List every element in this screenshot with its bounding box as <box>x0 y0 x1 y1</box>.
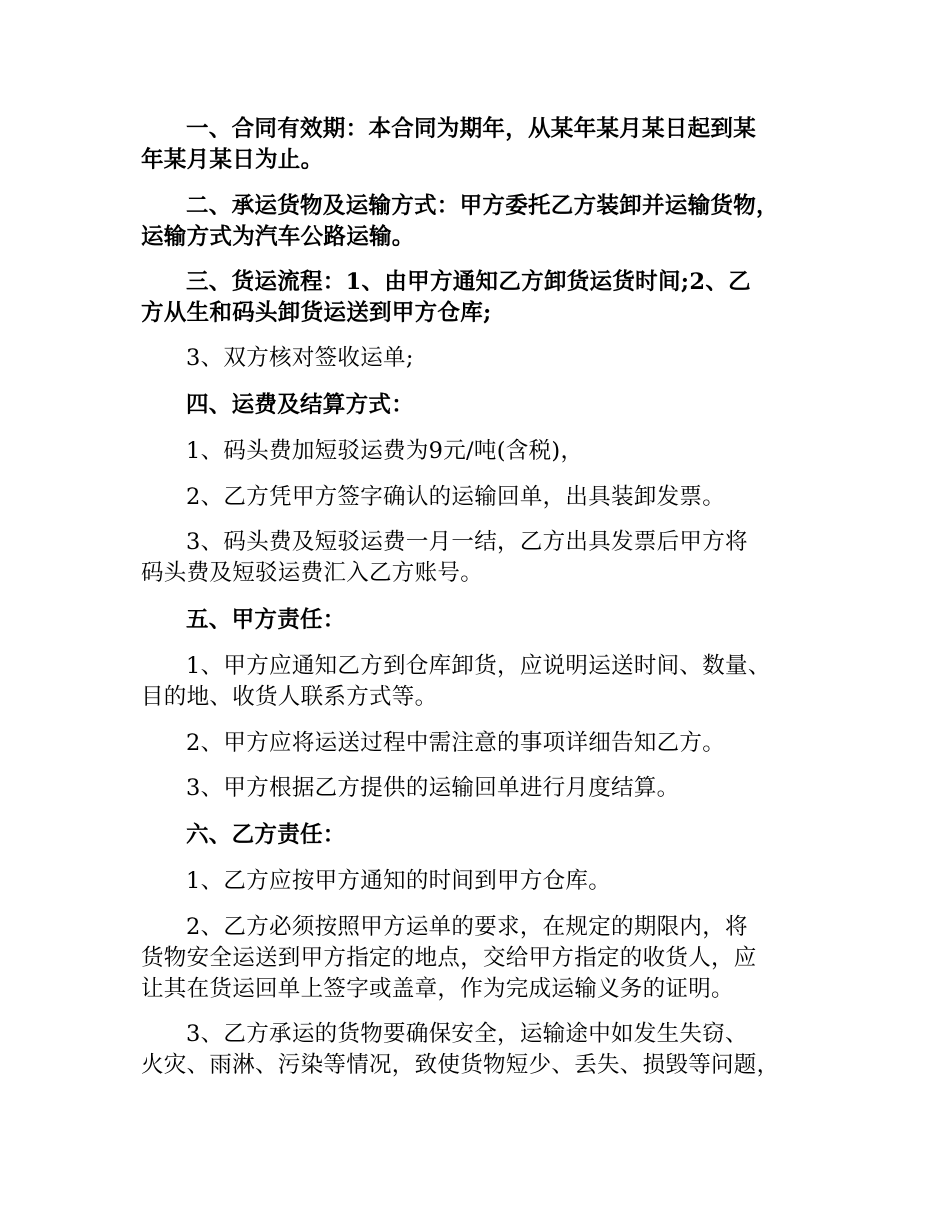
party-b-duty-3 <box>141 1019 821 1081</box>
text-line: 四、运费及结算方式： <box>186 392 415 418</box>
heading-party-b-duties <box>141 820 821 851</box>
text-line: 二、承运货物及运输方式：甲方委托乙方装卸并运输货物， <box>186 193 779 219</box>
text-line: 2、乙方凭甲方签字确认的运输回单，出具装卸发票。 <box>186 484 726 510</box>
text-line: 火灾、雨淋、污染等情况，致使货物短少、丢失、损毁等问题， <box>141 1052 780 1078</box>
heading-fees-settlement <box>141 390 821 421</box>
text-line: 六、乙方责任： <box>186 822 346 848</box>
party-a-duty-1 <box>141 651 821 713</box>
text-line: 3、甲方根据乙方提供的运输回单进行月度结算。 <box>186 775 680 801</box>
text-line: 3、双方核对签收运单; <box>186 345 414 371</box>
text-line: 1、甲方应通知乙方到仓库卸货，应说明运送时间、数量、 <box>186 653 771 679</box>
clause-contract-term <box>141 114 821 176</box>
text-line: 1、码头费加短驳运费为9元/吨(含税)， <box>186 438 584 464</box>
text-line: 年某月某日为止。 <box>141 147 324 173</box>
party-b-duty-2 <box>141 912 821 1005</box>
text-line: 2、乙方必须按照甲方运单的要求，在规定的期限内，将 <box>186 914 748 940</box>
fee-item-3 <box>141 527 821 589</box>
text-line: 一、合同有效期：本合同为期年，从某年某月某日起到某 <box>186 116 757 142</box>
text-line: 方从生和码头卸货运送到甲方仓库; <box>141 300 492 326</box>
fee-item-2 <box>141 482 821 513</box>
party-a-duty-2 <box>141 728 821 759</box>
text-line: 目的地、收货人联系方式等。 <box>141 684 438 710</box>
text-line: 3、码头费及短驳运费一月一结，乙方出具发票后甲方将 <box>186 529 748 555</box>
fee-item-1 <box>141 436 821 467</box>
text-line: 五、甲方责任： <box>186 607 346 633</box>
party-b-duty-1 <box>141 866 821 897</box>
text-line: 3、乙方承运的货物要确保安全，运输途中如发生失窃、 <box>186 1021 748 1047</box>
clause-freight-process <box>141 267 821 329</box>
text-line: 让其在货运回单上签字或盖章，作为完成运输义务的证明。 <box>141 976 734 1002</box>
heading-party-a-duties <box>141 605 821 636</box>
text-line: 运输方式为汽车公路运输。 <box>141 224 415 250</box>
party-a-duty-3 <box>141 773 821 804</box>
text-line: 货物安全运送到甲方指定的地点，交给甲方指定的收货人，应 <box>141 945 757 971</box>
text-line: 三、货运流程：1、由甲方通知乙方卸货运货时间;2、乙 <box>186 269 751 295</box>
text-line: 码头费及短驳运费汇入乙方账号。 <box>141 560 484 586</box>
process-step-3 <box>141 343 821 374</box>
clause-goods-and-transport <box>141 191 821 253</box>
text-line: 1、乙方应按甲方通知的时间到甲方仓库。 <box>186 868 612 894</box>
text-line: 2、甲方应将运送过程中需注意的事项详细告知乙方。 <box>186 730 726 756</box>
